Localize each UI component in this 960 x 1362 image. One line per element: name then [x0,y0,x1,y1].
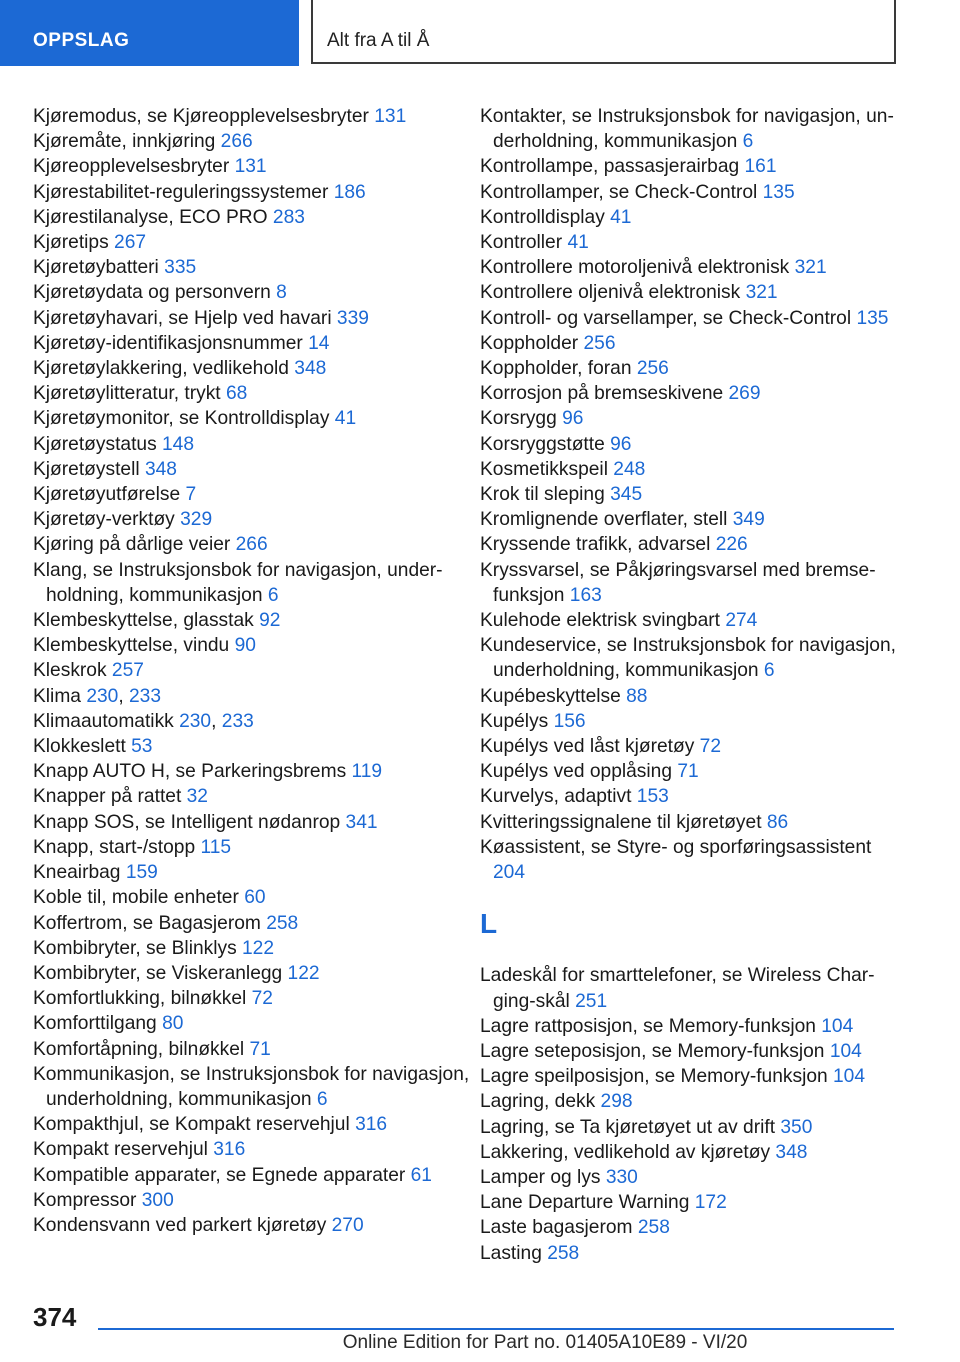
index-term: Lasting [480,1242,548,1264]
index-term: Kontrollere oljenivå elektronisk [480,282,746,304]
index-term: Kjøretøydata og personvern [33,282,277,304]
page-link[interactable]: 86 [766,811,789,833]
page-link[interactable]: 348 [775,1141,808,1163]
index-term: Kjøretøymonitor, se Kontrolldisplay [33,408,335,430]
index-entry [33,482,473,507]
index-term: Klembeskyttelse, glasstak [33,610,260,632]
index-entry [480,784,900,809]
index-entry [33,356,473,381]
page-header [0,0,960,66]
index-entry [33,432,473,457]
page-link[interactable]: 131 [234,156,267,178]
page-link[interactable]: 163 [569,584,602,606]
index-entry [33,507,473,532]
index-entry [33,608,473,633]
index-term: Kompakthjul, se Kompakt reservehjul [33,1114,356,1136]
index-term: Lagre speilposisjon, se Memory-funksjon [480,1066,834,1088]
index-entry [480,709,900,734]
index-entry [480,734,900,759]
page-link[interactable]: 341 [345,811,378,833]
index-entry [480,205,900,230]
index-entry [33,180,473,205]
index-group-l [480,963,900,1265]
index-term: Kjøretøyutførelse [33,484,186,506]
index-entry [480,1241,900,1266]
page-link[interactable]: 172 [694,1192,727,1214]
page-link[interactable]: 335 [164,257,197,279]
index-entry [480,1064,900,1089]
page-link[interactable]: 6 [267,584,279,606]
index-term: Kromlignende overflater, stell [480,509,733,531]
index-term: Kombibryter, se Viskeranlegg [33,962,288,984]
index-entry [480,1190,900,1215]
index-term: Kjøretips [33,232,115,254]
index-entry [480,759,900,784]
index-entry [480,280,900,305]
index-group-k [480,104,900,885]
index-term: Koppholder, foran [480,358,637,380]
footer-divider [98,1328,894,1330]
index-term: Lakkering, vedlikehold av kjøretøy [480,1141,776,1163]
page-link[interactable]: 186 [333,181,366,203]
index-term: Klokkeslett [33,736,132,758]
page-link[interactable]: 104 [821,1015,854,1037]
index-term: Lagre seteposisjon, se Memory-funksjon [480,1040,830,1062]
page-link[interactable]: 104 [829,1040,862,1062]
index-entry [33,532,473,557]
index-term: Kompakt reservehjul [33,1139,214,1161]
index-term: Kontrollamper, se Check-Control [480,181,763,203]
index-entry [33,255,473,280]
index-entry [480,180,900,205]
index-term: Klembeskyttelse, vindu [33,635,235,657]
page-link[interactable]: 115 [200,836,232,858]
index-entry [480,356,900,381]
index-term: Kupébeskyttelse [480,685,627,707]
index-term: Kleskrok [33,660,112,682]
index-term: Kulehode elektrisk svingbart [480,610,726,632]
page-link[interactable]: 53 [131,736,153,758]
page-link[interactable]: 321 [794,257,827,279]
page-link[interactable]: 230 [179,710,212,732]
index-term: Kneairbag [33,862,126,884]
index-term: Koble til, mobile enheter [33,887,245,909]
index-term: Kjøretøybatteri [33,257,165,279]
index-term: Kontrollampe, passasjerairbag [480,156,745,178]
index-entry [480,432,900,457]
page-link[interactable]: 148 [162,433,195,455]
page-link[interactable]: 257 [111,660,144,682]
page-link[interactable]: 251 [575,990,608,1012]
index-entry [480,1165,900,1190]
index-entry [480,1039,900,1064]
page-link[interactable]: 6 [742,131,754,153]
index-term: Køassistent, se Styre- og sporføringsassistent [480,836,872,858]
page-link[interactable]: 135 [856,307,889,329]
footer-edition: Online Edition for Part no. 01405A10E89 - VI/20 [342,1332,748,1353]
index-entry [480,1215,900,1240]
index-term: Lane Departure Warning [480,1192,695,1214]
index-term: Knapp AUTO H, se Parkeringsbrems [33,761,352,783]
index-term: Komfortåpning, bilnøkkel [33,1038,250,1060]
index-entry [33,1213,473,1238]
page-link[interactable]: 283 [272,206,305,228]
page-link[interactable]: 258 [637,1217,670,1239]
index-term: Klang, se Instruksjonsbok for navigasjon, underholdning, kommunikasjon [33,559,443,606]
index-term: Kjøretøystatus [33,433,163,455]
index-entry [480,1140,900,1165]
index-term: Kontroller [480,232,568,254]
index-entry [33,961,473,986]
index-entry: Klima 230, 233 [33,685,162,707]
page-link[interactable]: 339 [336,307,369,329]
page-link[interactable]: 269 [728,383,761,405]
page-link[interactable]: 88 [626,685,648,707]
index-term: Kompressor [33,1189,142,1211]
page-link[interactable]: 90 [234,635,256,657]
index-term: Lagring, se Ta kjøretøyet ut av drift [480,1116,781,1138]
index-term: Kupélys ved låst kjøretøy [480,736,700,758]
page-link[interactable]: 316 [355,1114,388,1136]
index-term: Kjøretøy-identifikasjonsnummer [33,332,309,354]
index-term: Knapper på rattet [33,786,187,808]
index-term: Kjøretøyhavari, se Hjelp ved havari [33,307,337,329]
page-link[interactable]: 122 [287,962,320,984]
index-term: Lagre rattposisjon, se Memory-funksjon [480,1015,822,1037]
page-link[interactable]: 321 [745,282,778,304]
index-entry [33,558,473,608]
index-term: Kjøretøylitteratur, trykt [33,383,226,405]
index-term: Kombibryter, se Blinklys [33,937,243,959]
index-entry [480,684,900,709]
index-entry [33,331,473,356]
page-link[interactable]: 41 [610,206,632,228]
index-entry [33,230,473,255]
index-entry [480,1014,900,1039]
page-link[interactable]: 60 [244,887,266,909]
page-link[interactable]: 258 [547,1242,580,1264]
index-term: Kommunikasjon, se Instruksjonsbok for navigasjon, underholdning, kommunikasjon [33,1063,470,1110]
index-term: Lamper og lys [480,1166,606,1188]
page-link[interactable]: 68 [225,383,248,405]
index-letter-heading: L [480,908,498,940]
page-link[interactable]: 72 [251,988,273,1010]
page-link[interactable]: 14 [308,332,330,354]
page-link[interactable]: 256 [583,332,616,354]
index-term: Koppholder [480,332,584,354]
index-entry [33,306,473,331]
index-term: Krok til sleping [480,484,611,506]
index-term: Klimaautomatikk [33,710,180,732]
index-term: Komforttilgang [33,1013,163,1035]
index-entry [480,507,900,532]
index-entry [33,1062,473,1112]
page-link[interactable]: 135 [762,181,795,203]
index-term: Kosmetikkspeil [480,458,614,480]
index-entry [33,885,473,910]
index-entry [480,963,900,1013]
index-entry [480,810,900,835]
index-term: Kundeservice, se Instruksjonsbok for navigasjon, underholdning, kommunikasjon [480,635,896,682]
index-entry [480,381,900,406]
page-link[interactable]: 8 [276,282,287,304]
index-entry [33,104,473,129]
index-entry [33,1011,473,1036]
index-term: Kupélys ved opplåsing [480,761,678,783]
index-entry [480,532,900,557]
page-link[interactable]: 131 [374,106,407,127]
page-link[interactable]: 266 [220,131,253,153]
index-term: Korrosjon på bremseskivene [480,383,729,405]
index-term: Kryssvarsel, se Påkjøringsvarsel med bremsefunksjon [480,559,876,606]
page-link[interactable]: 233 [129,685,162,707]
page-link[interactable]: 248 [613,458,646,480]
index-entry [33,810,473,835]
page-link[interactable]: 345 [610,484,643,506]
index-term: Kjørestabilitet-reguleringssystemer [33,181,334,203]
page-link[interactable]: 329 [180,509,213,531]
index-entry [480,1089,900,1114]
index-entry [33,860,473,885]
page-link[interactable]: 350 [780,1116,813,1138]
page-link[interactable]: 71 [677,761,699,783]
page-link[interactable]: 270 [331,1214,364,1236]
index-term: Kupélys [480,710,554,732]
index-term: Kurvelys, adaptivt [480,786,637,808]
index-entry [33,1037,473,1062]
index-entry: Klimaautomatikk 230, 233 [33,710,254,732]
index-term: Kjøretøystell [33,458,145,480]
index-term: Kontrolldisplay [480,206,611,228]
index-term: Knapp SOS, se Intelligent nødanrop [33,811,346,833]
index-entry [480,558,900,608]
index-entry [33,129,473,154]
section-tab[interactable]: OPPSLAG [0,0,299,66]
index-term: Ladeskål for smarttelefoner, se Wireless Charging-skål [480,965,875,1012]
page-link[interactable]: 72 [699,736,722,758]
page-link[interactable]: 258 [266,912,299,934]
index-entry [480,406,900,431]
index-entry [33,154,473,179]
index-term: Kontakter, se Instruksjonsbok for navigasjon, underholdning, kommunikasjon [480,106,894,153]
index-entry [480,230,900,255]
index-entry [33,936,473,961]
index-term: Kjøremåte, innkjøring [33,131,221,153]
page-link[interactable]: 161 [744,156,777,178]
index-term: Kjøring på dårlige veier [33,534,236,556]
page-link[interactable]: 96 [562,408,584,430]
index-entry [33,1112,473,1137]
page-link[interactable]: 274 [725,610,758,632]
page-link[interactable]: 32 [186,786,208,808]
index-entry [480,104,900,154]
index-entry [480,457,900,482]
index-entry [480,482,900,507]
index-term: Kjøremodus, se Kjøreopplevelsesbryter [33,106,375,127]
index-term: Kjøretøy-verktøy [33,509,181,531]
page-link[interactable]: 96 [610,433,632,455]
page-link[interactable]: 266 [235,534,268,556]
index-entry [33,1137,473,1162]
index-entry [33,784,473,809]
index-entry [33,280,473,305]
index-entry [480,255,900,280]
index-term: Koffertrom, se Bagasjerom [33,912,267,934]
page-link[interactable]: 267 [114,232,147,254]
page-link[interactable]: 226 [715,534,748,556]
page-link[interactable]: 159 [125,862,158,884]
index-entry [33,759,473,784]
index-term: Kryssende trafikk, advarsel [480,534,716,556]
index-entry [33,406,473,431]
index-entry [33,1188,473,1213]
chapter-title: Alt fra A til Å [311,0,896,64]
index-term: Korsrygg [480,408,563,430]
index-term: Kjørestilanalyse, ECO PRO [33,206,273,228]
index-entry [33,911,473,936]
page-link[interactable]: 348 [144,458,177,480]
index-entry [33,1163,473,1188]
page-link[interactable]: 41 [334,408,357,430]
page-link[interactable]: 298 [600,1091,633,1113]
page-link[interactable]: 71 [249,1038,271,1060]
index-term: Kjøreopplevelsesbryter [33,156,235,178]
index-term: Kondensvann ved parkert kjøretøy [33,1214,332,1236]
page-link[interactable]: 92 [259,610,281,632]
index-term: Komfortlukking, bilnøkkel [33,988,252,1010]
page-link[interactable]: 61 [410,1164,432,1186]
page-link[interactable]: 6 [763,660,775,682]
index-term: Klima [33,685,87,707]
page-link[interactable]: 119 [351,761,383,783]
page-link[interactable]: 230 [86,685,119,707]
index-term: Laste bagasjerom [480,1217,638,1239]
index-term: Kompatible apparater, se Egnede apparater [33,1164,411,1186]
index-term: Kontroll- og varsellamper, se Check-Control [480,307,857,329]
index-entry [33,381,473,406]
index-term: Lagring, dekk [480,1091,601,1113]
page-link[interactable]: 349 [732,509,765,531]
index-entry [33,205,473,230]
page-link[interactable]: 348 [294,358,327,380]
index-term: Kvitteringssignalene til kjøretøyet [480,811,767,833]
index-entry [33,734,473,759]
index-entry [33,986,473,1011]
index-entry [480,306,900,331]
page-link[interactable]: 41 [567,232,589,254]
index-entry [33,457,473,482]
page-link[interactable]: 122 [242,937,275,959]
page-link[interactable]: 7 [185,484,197,506]
index-entry [480,154,900,179]
index-entry [480,608,900,633]
index-column-left [33,104,473,1238]
index-term: Korsryggstøtte [480,433,611,455]
index-term: Kontrollere motoroljenivå elektronisk [480,257,795,279]
index-column-right [480,104,900,1266]
index-entry [480,1115,900,1140]
page-link[interactable]: 233 [221,710,254,732]
page-link[interactable]: 153 [636,786,669,808]
page-link[interactable]: 156 [553,710,586,732]
page-link[interactable]: 256 [636,358,669,380]
index-entry [480,633,900,683]
index-entry [33,835,473,860]
page-link[interactable]: 204 [493,862,526,884]
index-term: Kjøretøylakkering, vedlikehold [33,358,295,380]
page-link[interactable]: 6 [316,1088,328,1110]
index-entry [480,331,900,356]
index-entry [33,633,473,658]
index-entry [480,835,900,885]
page-link[interactable]: 80 [162,1013,184,1035]
index-entry [33,658,473,683]
page-link[interactable]: 104 [833,1066,866,1088]
page-link[interactable]: 330 [605,1166,638,1188]
page-link[interactable]: 316 [213,1139,246,1161]
page-link[interactable]: 300 [141,1189,174,1211]
page-number: 374 [33,1302,77,1332]
index-term: Knapp, start-/stopp [33,836,201,858]
